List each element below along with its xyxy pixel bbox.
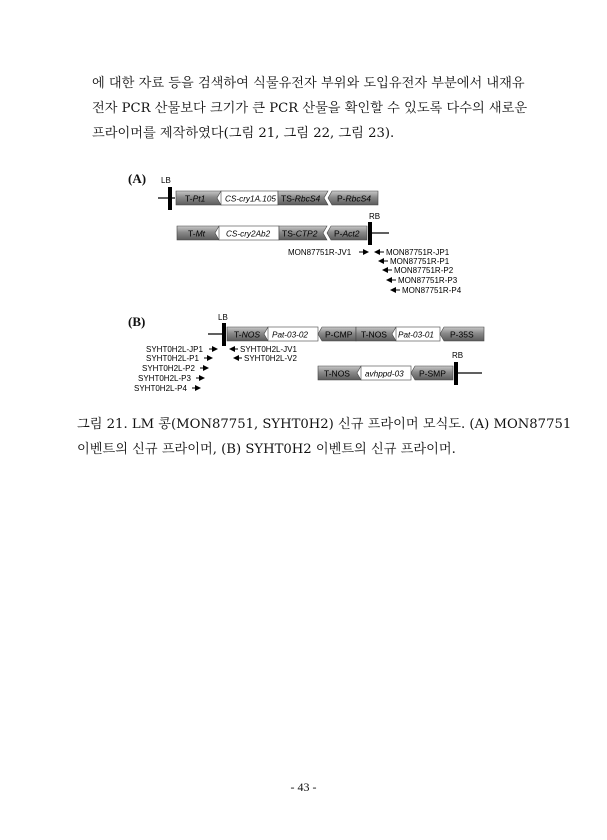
primer-syht0h2l-p4: SYHT0H2L-P4 — [134, 384, 187, 393]
primer-syht0h2l-p3: SYHT0H2L-P3 — [138, 374, 191, 383]
primer-mon87751r-p2: MON87751R-P2 — [394, 266, 454, 275]
primer-syht0h2l-jv1: SYHT0H2L-JV1 — [240, 345, 297, 354]
primer-syht0h2l-v2: SYHT0H2L-V2 — [244, 354, 297, 363]
rb-label-a: RB — [369, 212, 381, 221]
element-label: P-RbcS4 — [337, 193, 372, 204]
element-label: Pat-03-02 — [272, 330, 308, 340]
caption-line-2: 이벤트의 신규 프라이머, (B) SYHT0H2 이벤트의 신규 프라이머. — [77, 442, 456, 457]
caption-line-1: 그림 21. LM 콩(MON87751, SYHT0H2) 신규 프라이머 모식도. (A) MON87751 — [77, 417, 572, 432]
element-label: CS-cry1A.105 — [225, 194, 276, 204]
lb-label-a: LB — [161, 176, 171, 185]
element-label: P-SMP — [419, 368, 446, 379]
element-label: T-Pt1 — [185, 193, 206, 204]
primer-mon87751r-jv1: MON87751R-JV1 — [288, 248, 352, 257]
lb-label-b: LB — [218, 313, 228, 322]
right-border-bar — [368, 222, 372, 245]
paragraph-line-2: 전자 PCR 산물보다 크기가 큰 PCR 산물을 확인할 수 있도록 다수의 새로운 — [92, 101, 528, 116]
panel-a-label: (A) — [128, 171, 147, 186]
primer-syht0h2l-p2: SYHT0H2L-P2 — [142, 364, 195, 373]
left-border-bar — [222, 323, 226, 346]
primer-mon87751r-jp1: MON87751R-JP1 — [386, 248, 450, 257]
right-border-bar — [454, 362, 458, 385]
element-label: T-Mt — [188, 228, 206, 239]
element-label: avhppd-03 — [365, 369, 404, 379]
primer-syht0h2l-p1: SYHT0H2L-P1 — [146, 354, 199, 363]
element-label: T-NOS — [324, 368, 350, 379]
paragraph-line-1: 에 대한 자료 등을 검색하여 식물유전자 부위와 도입유전자 부분에서 내재유 — [92, 76, 525, 91]
primer-syht0h2l-jp1: SYHT0H2L-JP1 — [146, 345, 203, 354]
page-number: - 43 - — [290, 780, 317, 794]
element-label: T-NOS — [361, 329, 387, 340]
element-label: T-NOS — [234, 329, 260, 340]
rb-label-b: RB — [452, 351, 464, 360]
element-label: Pat-03-01 — [398, 330, 434, 340]
primer-mon87751r-p4: MON87751R-P4 — [402, 286, 462, 295]
paragraph-line-3: 프라이머를 제작하였다(그림 21, 그림 22, 그림 23). — [92, 126, 395, 141]
panel-b-label: (B) — [128, 314, 146, 329]
left-border-bar — [168, 187, 172, 210]
element-label: P-CMP — [325, 329, 353, 340]
element-label: CS-cry2Ab2 — [226, 229, 271, 239]
element-label: TS-RbcS4 — [281, 193, 321, 204]
primer-mon87751r-p1: MON87751R-P1 — [390, 257, 450, 266]
element-label: P-35S — [450, 329, 474, 340]
figure-caption — [77, 412, 572, 462]
primer-mon87751r-p3: MON87751R-P3 — [398, 276, 458, 285]
element-label: P-Act2 — [334, 228, 360, 239]
element-label: TS-CTP2 — [282, 228, 318, 239]
